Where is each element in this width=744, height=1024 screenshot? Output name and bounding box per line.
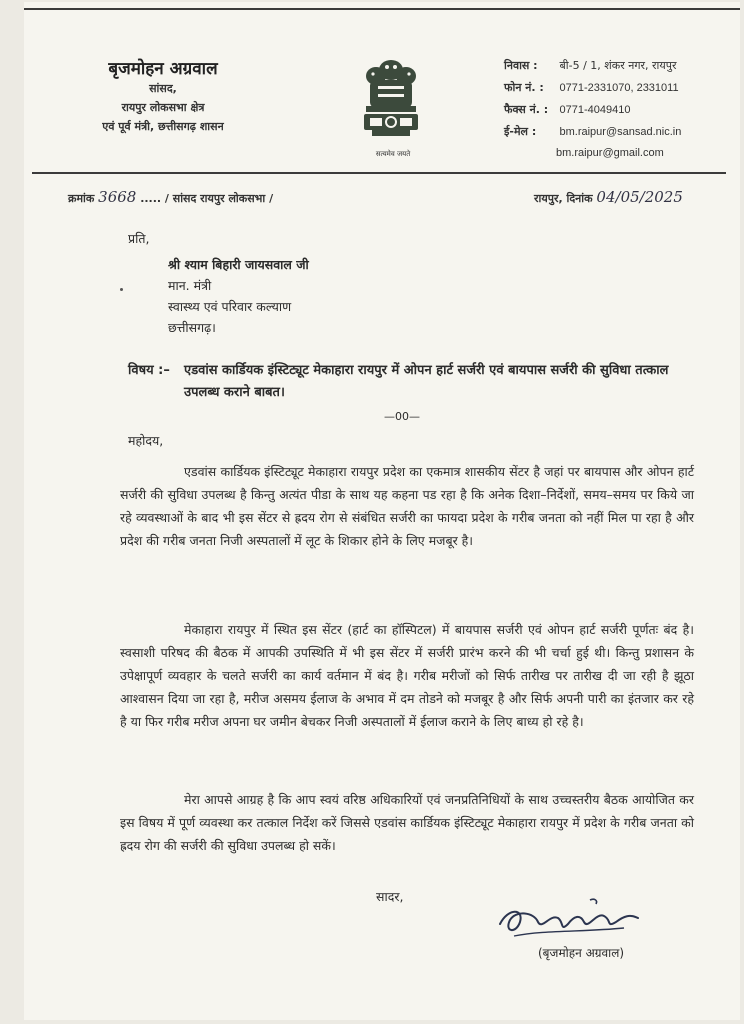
separator: —00— [384, 410, 420, 423]
reference-handwritten-number: 3668 [98, 188, 137, 206]
contact-row [504, 80, 681, 102]
body-paragraph: मेकाहारा रायपुर में स्थित इस सेंटर (हार्ट का हॉस्पिटल) में बायपास सर्जरी एवं ओपन हार्ट सर्जरी पूर्णतः बंद है। स्वसाशी परिषद की बैठक में आपकी उपस्थिति में भी इस सेंटर में सर्जरी प्रारंभ करने की भी चर्चा हुई थी। किन्तु प्रशासन के उपेक्षापूर्ण व्यवहार के चलते सर्जरी का कार्य वर्तमान में बंद है। गरीब मरीजों को सिर्फ तारीख पर तारीख दी जा रही है झूठा आश्वासन दिया जा रहा है, मरीज असमय ईलाज के अभाव में दम तोडने को मजबूर है और सिर्फ अपनी पारी का इंतजार कर रहे है या फिर गरीब मरीज अपना घर जमीन बेचकर निजी अस्पतालों में ईलाज कराने के लिए बाध्य हो रहे है। [120, 622, 694, 729]
national-emblem-icon [354, 54, 428, 158]
contact-value: 0771-2331070, 2331011 [559, 82, 679, 94]
sender-title-line: रायपुर लोकसभा क्षेत्र [121, 101, 205, 114]
sender-title-line: सांसद, [149, 82, 177, 95]
letter-date [534, 188, 683, 206]
contact-value: 0771-4049410 [559, 104, 631, 116]
salutation: महोदय, [128, 433, 164, 448]
date-prefix: रायपुर, दिनांक [534, 192, 593, 205]
recipient-line: स्वास्थ्य एवं परिवार कल्याण [168, 299, 292, 314]
reference-suffix: ..... / सांसद रायपुर लोकसभा / [140, 192, 274, 205]
contact-row [504, 58, 681, 80]
subject [128, 360, 688, 404]
body-paragraph: मेरा आपसे आग्रह है कि आप स्वयं वरिष्ठ अधिकारियों एवं जनप्रतिनिधियों के साथ उच्चस्तरीय बैठक आयोजित कर इस विषय में पूर्ण व्यवस्था कर तत्काल निर्देश करें जिससे एडवांस कार्डियक इंस्टिट्यूट मेकाहारा रायपुर में प्रदेश के गरीब जनता को ह्रदय रोग की सर्जरी की सुविधा उपलब्ध हो सकें। [120, 792, 694, 853]
recipient-line: मान. मंत्री [168, 278, 212, 293]
subject-label: विषय :– [128, 363, 170, 378]
contact-label: फोन नं. : [504, 81, 544, 94]
contact-label: ई-मेल : [504, 125, 537, 138]
recipient-to: प्रति, [128, 231, 150, 246]
subject-text: एडवांस कार्डियक इंस्टिट्यूट मेकाहारा रायपुर में ओपन हार्ट सर्जरी एवं बायपास सर्जरी की सुविधा तत्काल उपलब्ध कराने बाबत। [184, 363, 669, 400]
contact-block [504, 58, 681, 168]
letter-page [24, 2, 740, 1020]
signatory-name: (बृजमोहन अग्रवाल) [538, 946, 625, 960]
date-handwritten-value: 04/05/2025 [596, 188, 683, 206]
contact-email: bm.raipur@sansad.nic.in [559, 126, 682, 138]
contact-row [504, 146, 681, 168]
closing: सादर, [376, 889, 404, 904]
letterhead-left [68, 56, 258, 136]
recipient-name: श्री श्याम बिहारी जायसवाल जी [168, 257, 309, 272]
signature [494, 894, 644, 944]
top-rule [24, 8, 740, 10]
contact-email-secondary: bm.raipur@gmail.com [556, 147, 664, 159]
contact-label: फैक्स नं. : [504, 103, 549, 116]
header-rule [32, 172, 726, 174]
body-paragraph: एडवांस कार्डियक इंस्टिट्यूट मेकाहारा रायपुर प्रदेश का एकमात्र शासकीय सेंटर है जहां पर बायपास और ओपन हार्ट सर्जरी की सुविधा उपलब्ध है किन्तु अत्यंत पीडा के साथ यह कहना पड रहा है कि अनेक दिशा–निर्देशों, समय–समय पर किये जा रहे व्यवस्थाओं के बाद भी इस सेंटर से ह्रदय रोग से संबंधित सर्जरी का फायदा प्रदेश के गरीब जनता को नहीं मिल पा रहा है और प्रदेश की गरीब जनता निजी अस्पतालों में लूट के शिकार होने के लिए मजबूर है। [120, 464, 694, 548]
reference-prefix: क्रमांक [68, 192, 95, 205]
stray-mark [120, 288, 123, 291]
contact-value: बी-5 / 1, शंकर नगर, रायपुर [559, 59, 677, 72]
recipient-line: छत्तीसगढ़। [168, 320, 216, 335]
contact-row [504, 102, 681, 124]
reference-number [68, 188, 273, 206]
emblem-motto: सत्यमेव जयते [375, 150, 411, 158]
sender-name: बृजमोहन अग्रवाल [108, 59, 218, 79]
recipient-address [168, 254, 309, 338]
contact-label: निवास : [504, 59, 538, 72]
contact-row [504, 124, 681, 146]
sender-title-line: एवं पूर्व मंत्री, छत्तीसगढ़ शासन [102, 120, 224, 133]
